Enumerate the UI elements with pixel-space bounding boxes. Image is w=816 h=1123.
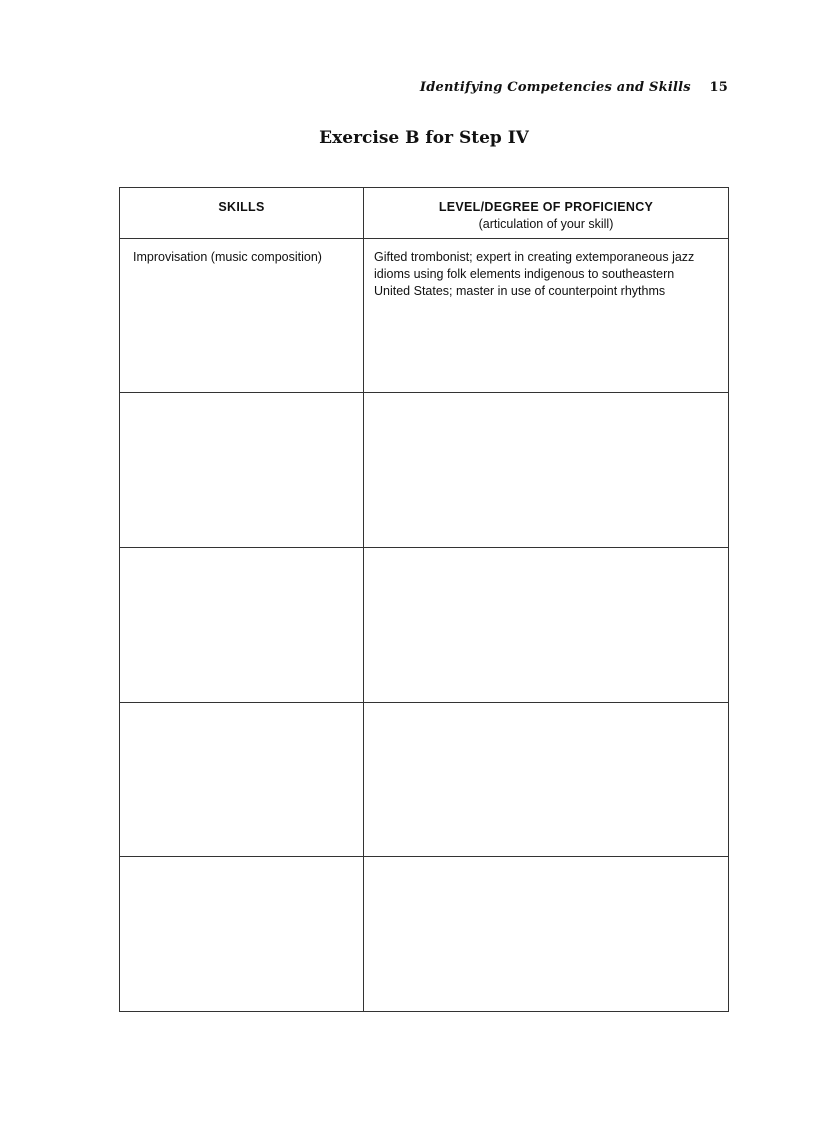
table-header-row xyxy=(120,188,728,239)
proficiency-cell[interactable] xyxy=(364,857,728,1011)
skill-cell[interactable] xyxy=(120,857,363,1011)
proficiency-cell[interactable]: Gifted trombonist; expert in creating extemporaneous jazz idioms using folk elements indigenous to southeastern United States; master in use of counterpoint rhythms xyxy=(374,250,695,298)
table-row xyxy=(120,703,728,857)
running-head xyxy=(420,80,728,95)
skill-cell[interactable]: Improvisation (music composition) xyxy=(133,250,322,264)
proficiency-header-label: LEVEL/DEGREE OF PROFICIENCY xyxy=(438,200,654,214)
table-row xyxy=(120,393,728,548)
skills-column-header xyxy=(120,188,363,238)
skills-header-label: SKILLS xyxy=(218,200,265,214)
proficiency-header-note: (articulation of your skill) xyxy=(478,217,614,231)
running-head-title: Identifying Competencies and Skills xyxy=(419,80,691,95)
skill-cell[interactable] xyxy=(120,548,363,702)
skill-cell[interactable] xyxy=(120,703,363,856)
table-row xyxy=(120,548,728,703)
skills-table xyxy=(119,187,729,1012)
page-title: Exercise B for Step IV xyxy=(319,128,529,148)
proficiency-cell[interactable] xyxy=(364,548,728,702)
proficiency-cell[interactable] xyxy=(364,703,728,856)
proficiency-cell[interactable] xyxy=(364,393,728,547)
skill-cell[interactable] xyxy=(120,393,363,547)
table-row xyxy=(120,857,728,1011)
page-number: 15 xyxy=(709,80,728,95)
table-row xyxy=(120,239,728,393)
proficiency-column-header xyxy=(364,188,728,238)
